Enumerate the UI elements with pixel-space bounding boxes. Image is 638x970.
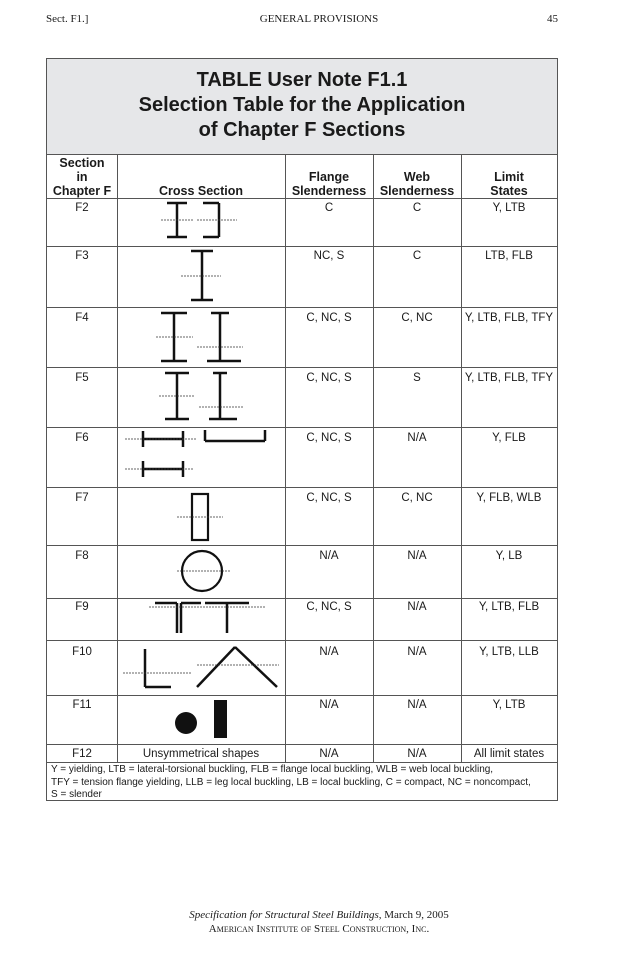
column-header-section (47, 156, 117, 198)
row-divider (47, 744, 557, 745)
row-divider (47, 545, 557, 546)
cell-limit: Y, LB (495, 550, 523, 562)
cell-limit: All limit states (473, 748, 545, 760)
cell-web: C, NC (401, 492, 433, 504)
cell-flange: N/A (319, 550, 339, 562)
i-shapes-slender-web-icon (155, 369, 255, 425)
cell-flange: C, NC, S (306, 432, 352, 444)
cell-flange: C (324, 202, 334, 214)
footer-date: March 9, 2005 (381, 909, 449, 921)
cell-section: F3 (75, 250, 89, 262)
table-legend (51, 764, 551, 802)
cell-section: F9 (75, 601, 89, 613)
cell-flange: C, NC, S (306, 312, 352, 324)
cell-section: F12 (72, 748, 92, 760)
column-header-flange (285, 170, 373, 198)
cell-section: F7 (75, 492, 89, 504)
cell-flange: N/A (319, 699, 339, 711)
row-divider (47, 367, 557, 368)
row-divider (47, 762, 557, 763)
cell-limit: Y, LTB (492, 699, 526, 711)
table-title-line: Selection Table for the Application (138, 94, 466, 116)
page-number: 45 (547, 13, 558, 25)
cell-limit: LTB, FLB (485, 250, 533, 262)
cell-web: C, NC (401, 312, 433, 324)
column-header-line: in (76, 170, 88, 184)
cell-limit: Y, LTB, LLB (479, 646, 539, 658)
column-header-line: Web (403, 170, 431, 184)
cell-section: F10 (72, 646, 92, 658)
cell-section: F8 (75, 550, 89, 562)
cell-web: N/A (407, 699, 427, 711)
cell-web: S (413, 372, 421, 384)
table-title-line: of Chapter F Sections (198, 119, 406, 141)
cell-web: N/A (407, 432, 427, 444)
cell-limit: Y, LTB, FLB, TFY (464, 312, 554, 324)
column-header-line: Limit (494, 170, 524, 184)
legend-line: Y = yielding, LTB = lateral-torsional buckling, FLB = flange local buckling, WLB = web local buckling, (51, 764, 494, 775)
footer-citation (0, 908, 638, 922)
column-header-line: Slenderness (379, 184, 455, 198)
cell-web: N/A (407, 550, 427, 562)
cell-web: C (412, 202, 422, 214)
row-divider (47, 598, 557, 599)
legend-line: S = slender (51, 789, 102, 800)
cell-flange: N/A (319, 646, 339, 658)
cell-web: N/A (407, 748, 427, 760)
cell-flange: N/A (319, 748, 339, 760)
cell-flange: C, NC, S (306, 372, 352, 384)
row-divider (47, 487, 557, 488)
footer-title: Specification for Structural Steel Buildings, (189, 909, 382, 921)
cell-limit: Y, LTB (492, 202, 526, 214)
rectangular-hss-icon (175, 491, 235, 545)
column-header-web (373, 170, 461, 198)
row-divider (47, 198, 557, 199)
cell-limit: Y, LTB, FLB (478, 601, 540, 613)
cell-flange: NC, S (313, 250, 345, 262)
cell-flange: C, NC, S (306, 601, 352, 613)
cell-limit: Y, FLB, WLB (476, 492, 542, 504)
cell-web: N/A (407, 601, 427, 613)
row-divider (47, 246, 557, 247)
row-divider (47, 640, 557, 641)
row-divider (47, 695, 557, 696)
running-header-section: Sect. F1.] (46, 13, 89, 25)
single-angle-icon (123, 643, 283, 693)
table-frame (46, 58, 558, 801)
legend-line: TFY = tension flange yielding, LLB = leg local buckling, LB = local buckling, C = compact, NC = noncompact, (51, 776, 531, 788)
cell-section: F5 (75, 372, 89, 384)
table-title (47, 59, 557, 155)
cell-section: F2 (75, 202, 89, 214)
footer-publisher: American Institute of Steel Construction, Inc. (208, 923, 430, 935)
page-footer (0, 908, 638, 936)
column-header-line: Slenderness (291, 184, 367, 198)
cell-limit: Y, FLB (492, 432, 526, 444)
i-shape-compact-web-icon (177, 247, 257, 305)
i-shapes-compact-noncompact-web-icon (153, 309, 263, 365)
cell-section: F6 (75, 432, 89, 444)
cell-section: F11 (72, 699, 92, 711)
table-title-line: TABLE User Note F1.1 (196, 69, 408, 91)
column-header-limit (461, 170, 557, 198)
i-shape-and-channel-icon (157, 199, 267, 244)
column-header-line: States (490, 184, 528, 198)
running-header-title: GENERAL PROVISIONS (259, 13, 379, 25)
row-divider (47, 307, 557, 308)
cell-web: N/A (407, 646, 427, 658)
column-header-line: Flange (308, 170, 350, 184)
cell-flange: C, NC, S (306, 492, 352, 504)
column-header-cross-section: Cross Section (158, 184, 244, 198)
cell-limit: Y, LTB, FLB, TFY (464, 372, 554, 384)
column-header-line: Chapter F (52, 184, 112, 198)
cell-web: C (412, 250, 422, 262)
tee-and-double-angle-icon (143, 599, 273, 639)
cell-cross-section-text: Unsymmetrical shapes (142, 748, 260, 760)
round-hss-icon (171, 546, 241, 598)
column-header-line: Section (59, 156, 105, 170)
round-and-rectangular-bar-icon (171, 697, 241, 743)
cell-section: F4 (75, 312, 89, 324)
minor-axis-i-and-channel-icon (123, 427, 273, 485)
